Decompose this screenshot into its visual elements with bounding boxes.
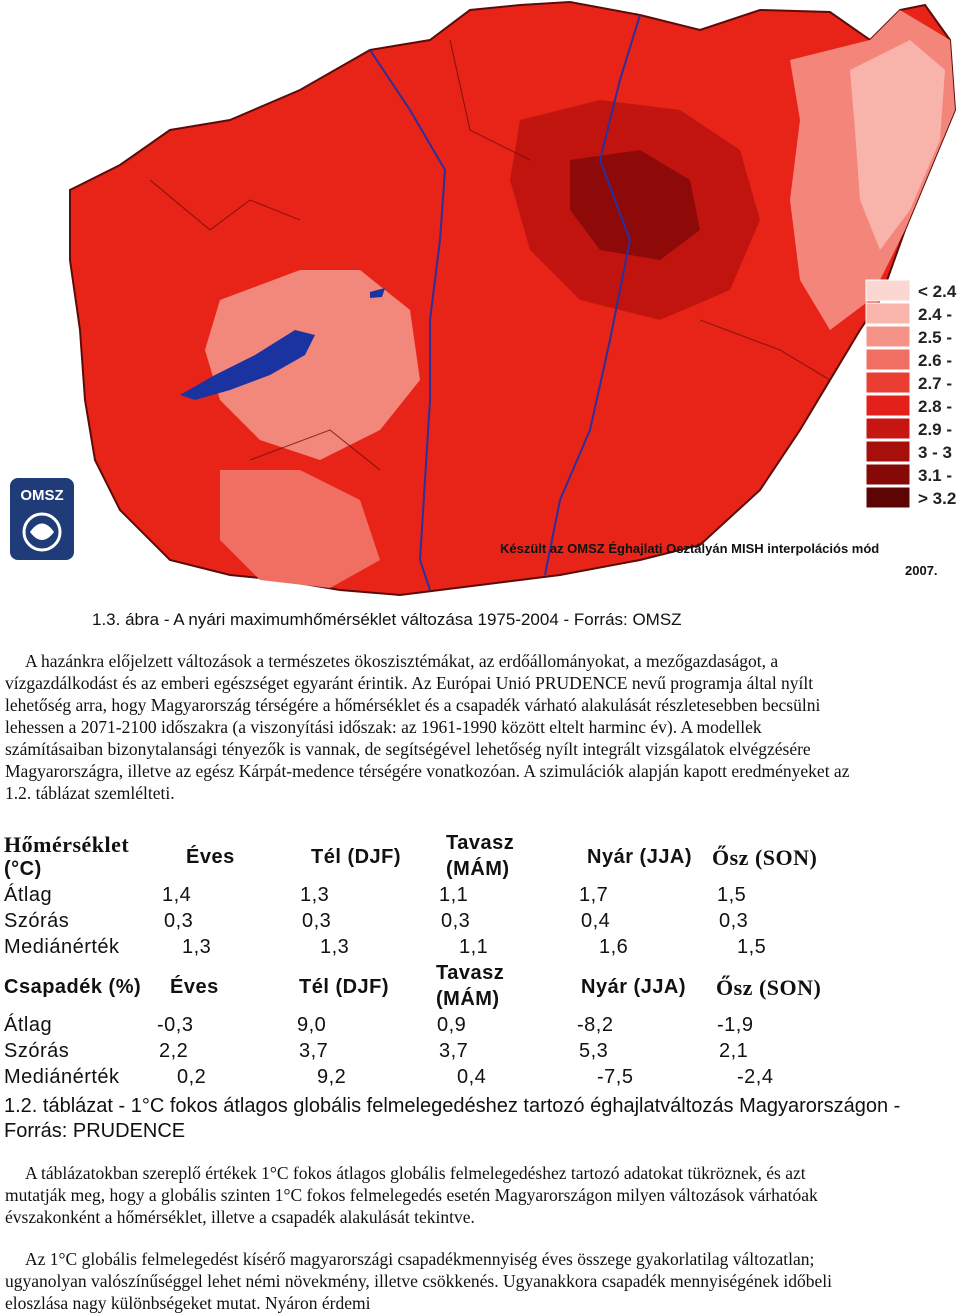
paragraph-intro: A hazánkra előjelzett változások a természetes ökoszisztémákat, az erdőállományokat, a mezőgazdaságot, a vízgazdálkodást és az emberi egészséget egyaránt érintik. Az Európai Unió PRUDENCE nevű programja által nyílt lehetőség arra, hogy Magyarország térségére a hőmérséklet és a csapadék várható alakulását részletesebben becsülni lehessen a 2071-2100 időszakra (a viszonyítási időszak: az 1961-1990 között eltelt harminc év). A modellek számításaiban bizonytalansági tényezők is vannak, de segítségével lehetőség nyílt integrált vizsgálatok elvégzésére Magyarországra, illetve az egész Kárpát-medence térségére vonatkozóan. A szimulációk alapján kapott eredményeket az 1.2. táblázat szemlélteti. (5, 651, 850, 803)
table-cell: 9,0 (297, 1014, 327, 1036)
omsz-logo-text: OMSZ (20, 487, 64, 504)
legend-swatch (866, 464, 910, 485)
map-legend (866, 280, 957, 508)
table-cell: 0,3 (164, 910, 194, 932)
table-cell: 3,7 (299, 1040, 329, 1062)
table-caption: 1.2. táblázat - 1°C fokos átlagos globális felmelegedéshez tartozó éghajlatváltozás Magyarországon - Forrás: PRUDENCE (4, 1095, 901, 1142)
legend-swatch (866, 441, 910, 462)
table-cell: 1,3 (300, 884, 330, 906)
legend-label: > 3.2 (918, 489, 957, 508)
prec-header-annual: Éves (170, 976, 219, 998)
table-cell: 1,3 (320, 936, 350, 958)
table-cell: -0,3 (157, 1014, 194, 1036)
table-cell: 1,5 (737, 936, 767, 958)
table-cell: 1,3 (182, 936, 212, 958)
table-cell: 0,3 (441, 910, 471, 932)
table-cell: 2,1 (719, 1040, 749, 1062)
temp-header-winter: Tél (DJF) (311, 846, 402, 868)
row-label: Mediánérték (4, 936, 120, 958)
temp-header-summer: Nyár (JJA) (587, 846, 693, 868)
legend-label: 2.9 - (918, 420, 953, 439)
table-cell: -7,5 (597, 1066, 634, 1088)
table-cell: 0,4 (581, 910, 611, 932)
legend-swatch (866, 303, 910, 324)
legend-swatch (866, 349, 910, 370)
table-cell: 2,2 (159, 1040, 189, 1062)
table-cell: 1,7 (579, 884, 609, 906)
table-cell: -2,4 (737, 1066, 774, 1088)
prec-header-spring-a: Tavasz (436, 962, 505, 984)
table-cell: -1,9 (717, 1014, 754, 1036)
table-cell: 0,2 (177, 1066, 207, 1088)
temp-header-title: Hőmérséklet (4, 832, 130, 857)
row-label: Mediánérték (4, 1066, 120, 1088)
temp-header-autumn: Ősz (SON) (712, 845, 818, 870)
table-cell: 1,1 (439, 884, 469, 906)
legend-label: < 2.4 (918, 282, 957, 301)
map-credit-line2: 2007. (905, 563, 938, 578)
paragraph-table-explanation: A táblázatokban szereplő értékek 1°C fokos átlagos globális felmelegedéshez tartozó adatokat tükröznek, és azt mutatják meg, hogy a globális szinten 1°C fokos felmelegedés esetén Magyarországon milyen változások várhatóak évszakonként a hőmérséklet, illetve a csapadék alakulását tekintve. (5, 1163, 818, 1227)
legend-label: 3 - 3 (918, 443, 953, 462)
temp-header-unit: (°C) (4, 858, 42, 880)
legend-label: 3.1 - (918, 466, 953, 485)
legend-label: 2.8 - (918, 397, 953, 416)
temperature-change-map (0, 0, 960, 600)
legend-swatch (866, 418, 910, 439)
table-cell: 1,6 (599, 936, 629, 958)
table-cell: 1,4 (162, 884, 192, 906)
table-cell: 0,4 (457, 1066, 487, 1088)
omsz-logo (10, 478, 74, 560)
temp-header-spring-b: (MÁM) (446, 858, 510, 880)
legend-swatch (866, 326, 910, 347)
table-cell: 9,2 (317, 1066, 347, 1088)
prec-header-autumn: Ősz (SON) (716, 975, 822, 1000)
figure-caption: 1.3. ábra - A nyári maximumhőmérséklet változása 1975-2004 - Forrás: OMSZ (92, 610, 682, 629)
paragraph-precipitation: Az 1°C globális felmelegedést kísérő magyarországi csapadékmennyiség éves összege gyakorlatilag változatlan; ugyanolyan valószínűséggel lehet némi növekmény, illetve csökkenés. Ugyanakkora csapadék mennyiségének időbeli eloszlása nagy különbségeket mutat. Nyáron érdemi (5, 1249, 832, 1313)
table-cell: 3,7 (439, 1040, 469, 1062)
table-cell: 0,9 (437, 1014, 467, 1036)
row-label: Szórás (4, 910, 70, 932)
legend-label: 2.6 - (918, 351, 953, 370)
legend-label: 2.7 - (918, 374, 953, 393)
legend-swatch (866, 372, 910, 393)
table-cell: 1,5 (717, 884, 747, 906)
legend-swatch (866, 395, 910, 416)
legend-swatch (866, 280, 910, 301)
table-cell: 5,3 (579, 1040, 609, 1062)
row-label: Átlag (4, 884, 53, 906)
legend-swatch (866, 487, 910, 508)
map-credit-line1: Készült az OMSZ Éghajlati Osztályán MISH interpolációs mód (500, 541, 880, 556)
temp-header-annual: Éves (186, 846, 235, 868)
table-cell: 0,3 (302, 910, 332, 932)
temp-header-spring-a: Tavasz (446, 832, 515, 854)
legend-label: 2.5 - (918, 328, 953, 347)
legend-label: 2.4 - (918, 305, 953, 324)
table-cell: 0,3 (719, 910, 749, 932)
prec-header-summer: Nyár (JJA) (581, 976, 687, 998)
prec-header-winter: Tél (DJF) (299, 976, 390, 998)
table-cell: -8,2 (577, 1014, 614, 1036)
row-label: Szórás (4, 1040, 70, 1062)
prec-header-spring-b: (MÁM) (436, 988, 500, 1010)
prec-header-title: Csapadék (%) (4, 976, 142, 998)
row-label: Átlag (4, 1014, 53, 1036)
table-cell: 1,1 (459, 936, 489, 958)
